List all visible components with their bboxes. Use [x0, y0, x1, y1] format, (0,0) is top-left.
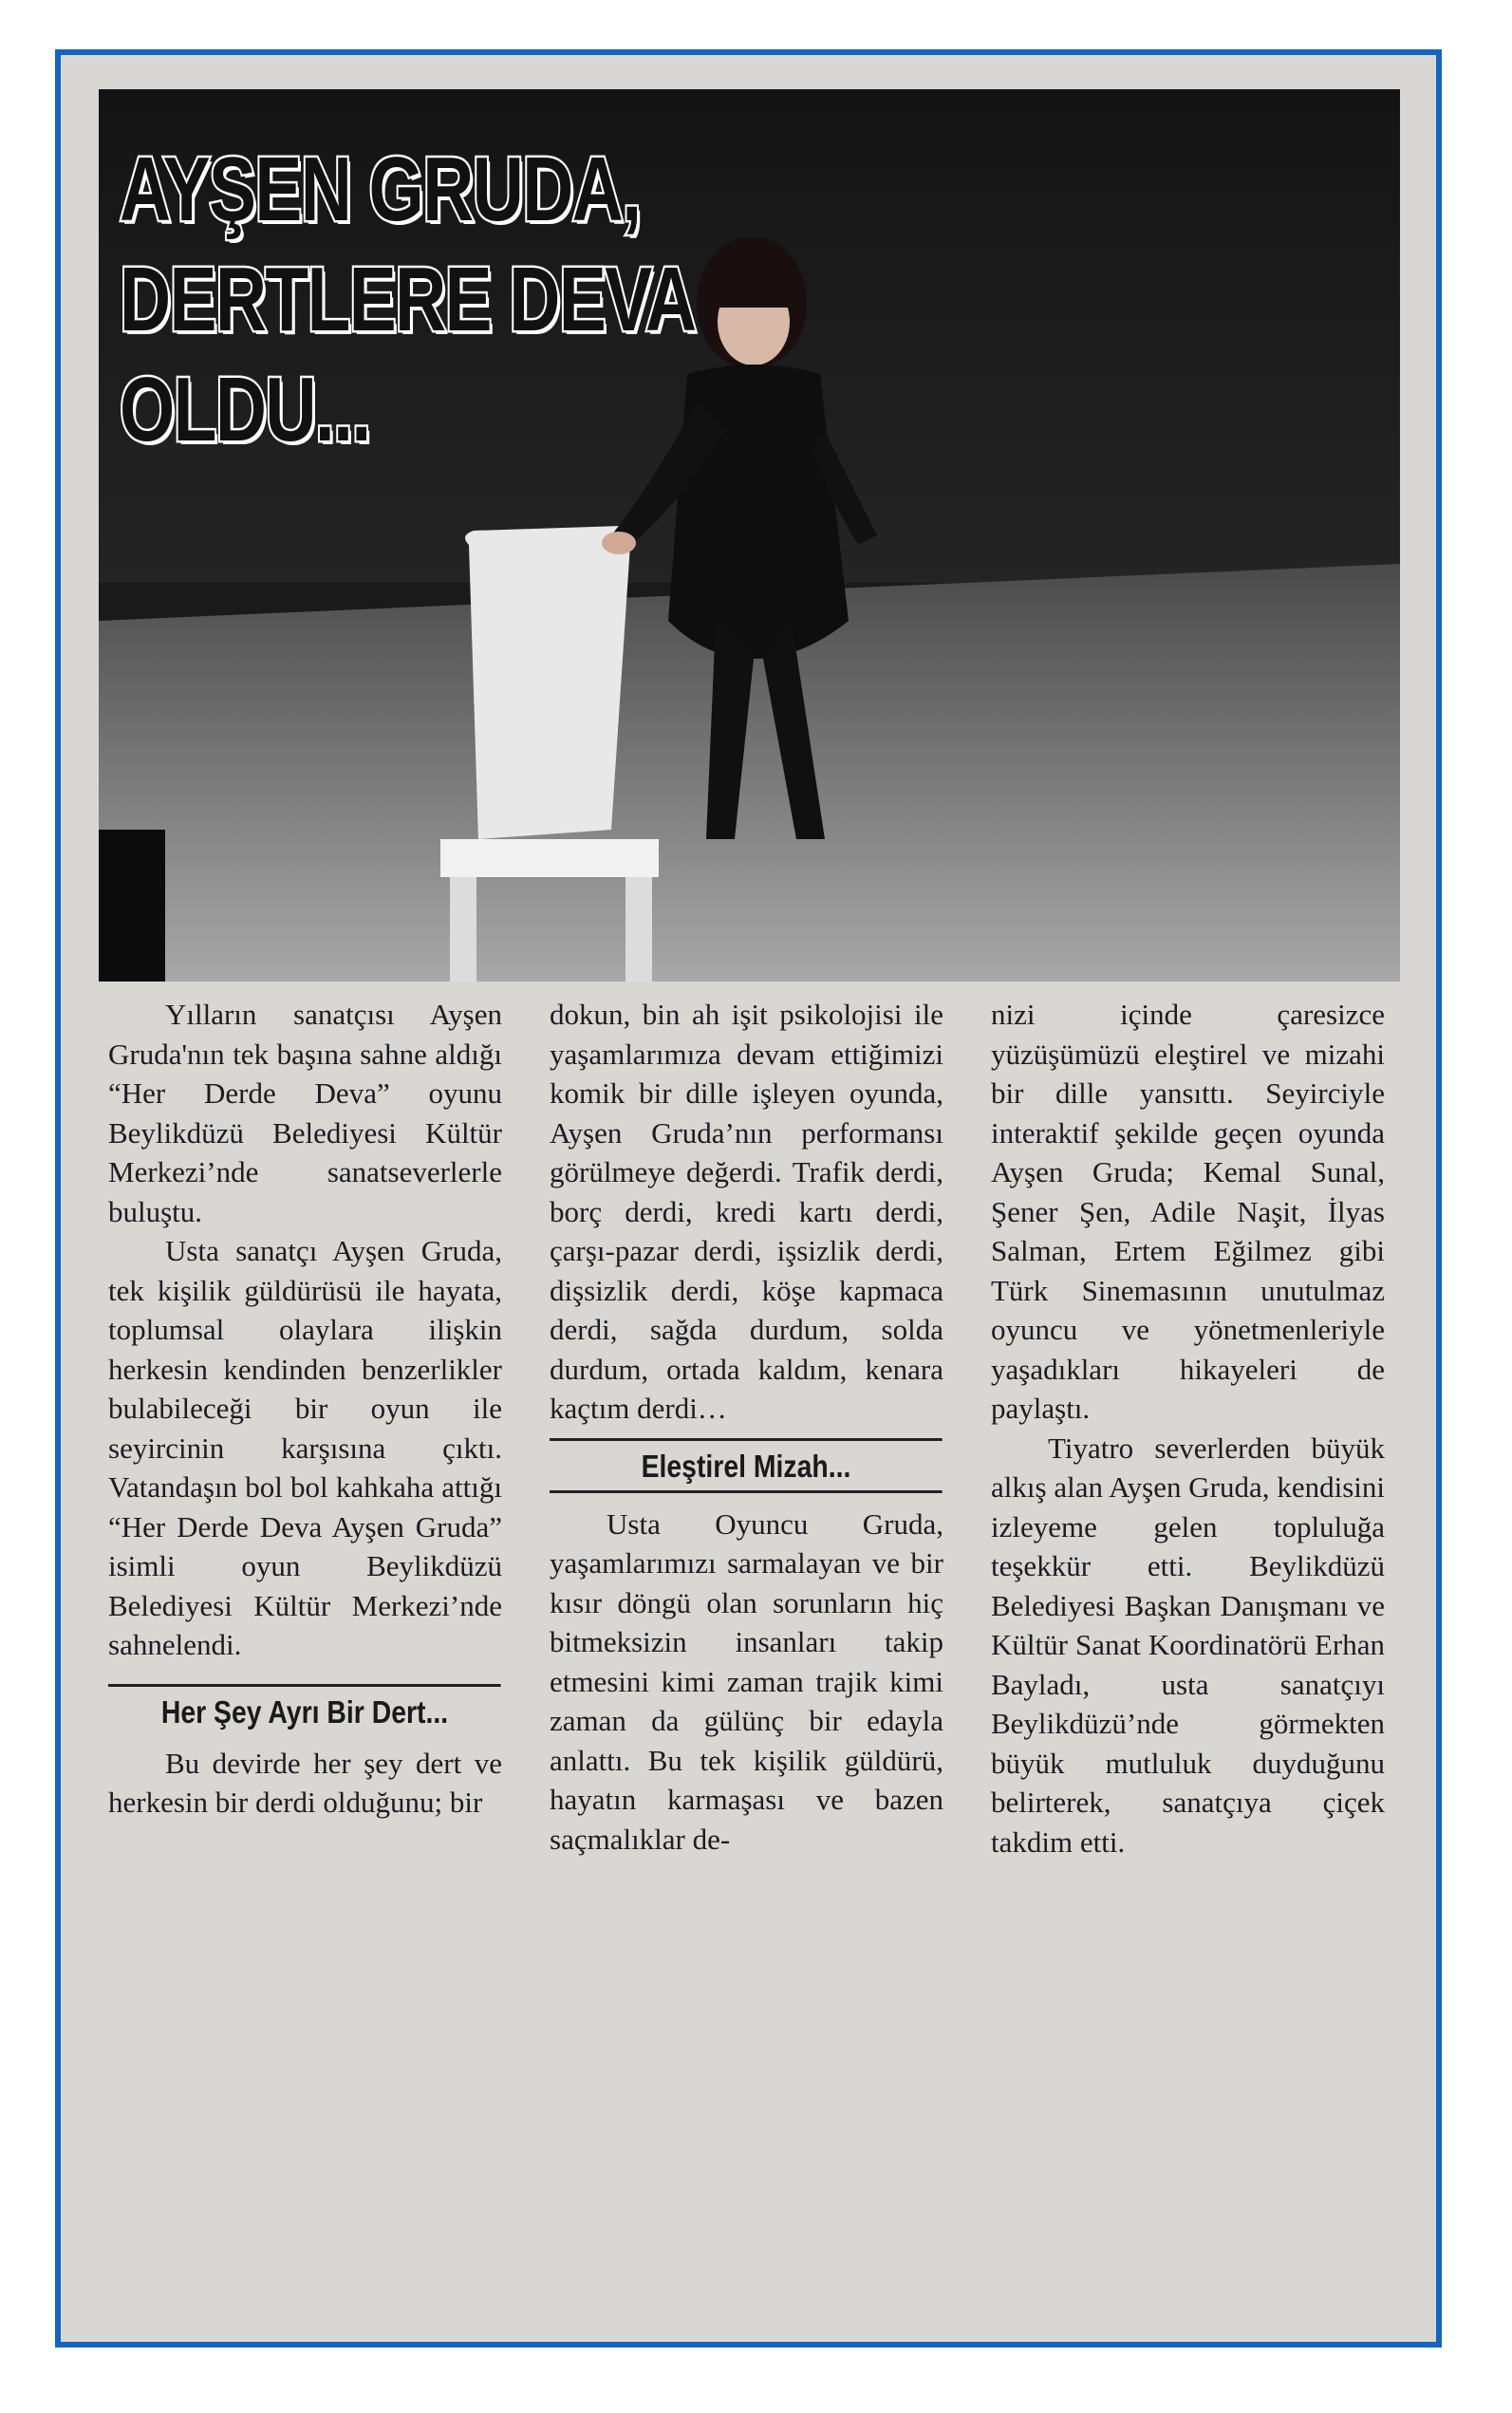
headline-line-1: AYŞEN GRUDA,	[120, 139, 641, 240]
column-3	[991, 995, 1385, 1861]
subhead-her-sey: Her Şey Ayrı Bir Dert...	[108, 1684, 501, 1732]
subhead-elestirel-mizah: Eleştirel Mizah...	[550, 1438, 943, 1493]
column-2	[550, 995, 943, 1859]
col2-paragraph-1: dokun, bin ah işit psikolojisi ile yaşamlarımıza devam ettiğimizi komik bir dille işleyen oyunda, Ayşen Gruda’nın performansı görülmeye değerdi. Trafik derdi, borç derdi, kredi kartı derdi, çarşı-pazar derdi, işsizlik derdi, dişsizlik derdi, köşe kapmaca derdi, sağda durdum, solda durdum, ortada kaldım, kenara kaçtım derdi…	[550, 998, 943, 1425]
col3-paragraph-1: nizi içinde çaresizce yüzüşümüzü eleştirel ve mizahi bir dille yansıttı. Seyirciyle interaktif şekilde geçen oyunda Ayşen Gruda; Kemal Sunal, Şener Şen, Adile Naşit, İlyas Salman, Ertem Eğilmez gibi Türk Sinemasının unutulmaz oyuncu ve yönetmenleriyle yaşadıkları hikayeleri de paylaştı.	[991, 998, 1385, 1425]
stage-photo	[99, 89, 1400, 982]
headline-line-3: OLDU...	[120, 359, 370, 460]
clipping-frame	[55, 49, 1442, 2348]
col1-paragraph-1: Yılların sanatçısı Ayşen Gruda'nın tek başına sahne aldığı “Her Derde Deva” oyunu Beylikdüzü Belediyesi Kültür Merkezi’nde sanatseverlerle buluştu.	[108, 998, 502, 1228]
col1-paragraph-2: Usta sanatçı Ayşen Gruda, tek kişilik güldürüsü ile hayata, toplumsal olaylara ilişkin herkesin kendinden benzerlikler bulabileceği bir oyun ile seyircinin karşısına çıktı. Vatandaşın bol bol kahkaha attığı “Her Derde Deva Ayşen Gruda” isimli oyun Beylikdüzü Belediyesi Kültür Merkezi’nde sahnelendi.	[108, 1234, 502, 1661]
col3-paragraph-2: Tiyatro severlerden büyük alkış alan Ayşen Gruda, kendisini izleyeme gelen topluluğa teşekkür etti. Beylikdüzü Belediyesi Başkan Danışmanı ve Kültür Sanat Koordinatörü Erhan Bayladı, usta sanatçıyı Beylikdüzü’nde görmekten büyük mutluluk duyduğunu belirterek, sanatçıya çiçek takdim etti.	[991, 1431, 1385, 1859]
col1-paragraph-3: Bu devirde her şey dert ve herkesin bir derdi olduğunu; bir	[108, 1746, 502, 1819]
column-1	[108, 995, 502, 1823]
headline	[120, 135, 696, 465]
headline-line-2: DERTLERE DEVA	[120, 249, 696, 350]
col2-paragraph-2: Usta Oyuncu Gruda, yaşamlarımızı sarmalayan ve bir kısır döngü olan sorunların hiç bitmeksizin insanları takip etmesini kimi zaman trajik kimi zaman da gülünç bir edayla anlattı. Bu tek kişilik güldürü, hayatın karmaşası ve bazen saçmalıklar de-	[550, 1506, 943, 1856]
